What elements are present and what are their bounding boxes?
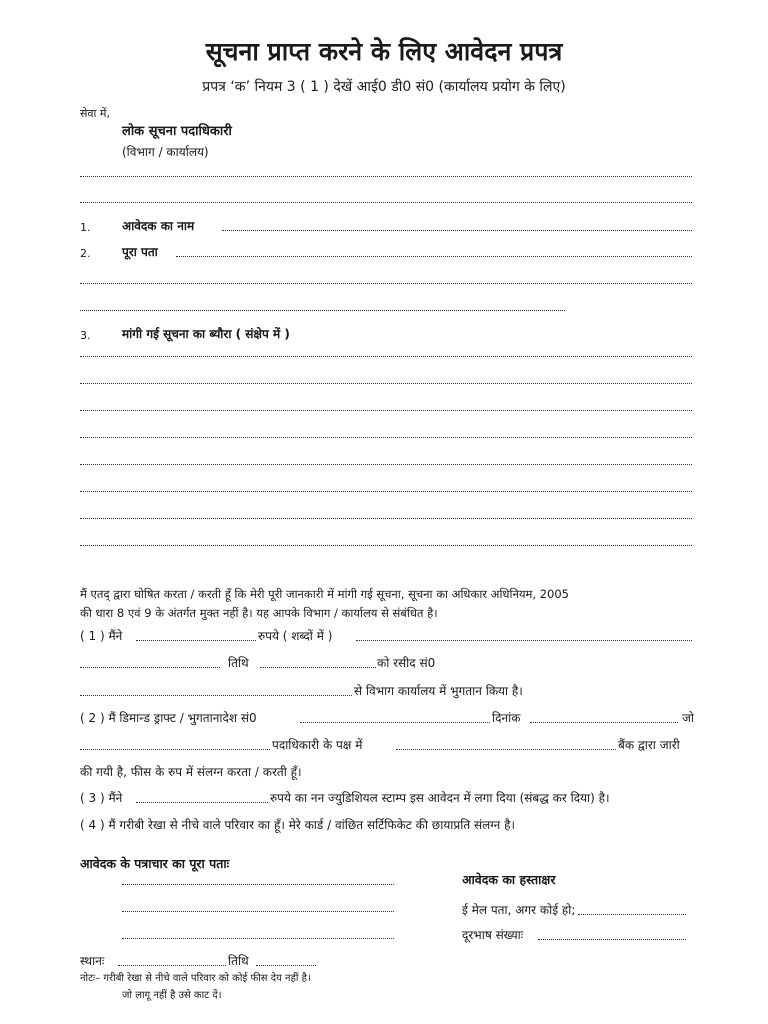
payment-2-dd-number-field[interactable]	[300, 722, 490, 723]
payment-1-amount-field[interactable]	[136, 640, 256, 641]
payment-1-paid-text: से विभाग कार्यालय में भुगतान किया है।	[354, 684, 523, 698]
payment-1-receipt-label: को रसीद सं0	[377, 656, 436, 670]
info-field-line-3[interactable]	[80, 410, 692, 411]
payment-1-extra-field[interactable]	[80, 667, 220, 668]
payment-2-bank-label: बैंक द्वारा जारी	[618, 738, 680, 752]
item-number-2: 2.	[80, 247, 91, 260]
note-line-1: नोटः– गरीबी रेखा से नीचे वाले परिवार को कोई फीस देय नहीं है।	[80, 973, 311, 984]
info-field-line-2[interactable]	[80, 383, 692, 384]
payment-1-date-label: तिथि	[228, 656, 249, 670]
payment-2-fees-text: की गयी है, फीस के रुप में संलग्न करता / करती हूँ।	[80, 765, 302, 779]
info-field-line-5[interactable]	[80, 464, 692, 465]
phone-label: दूरभाष संख्याः	[462, 928, 524, 942]
place-field[interactable]	[118, 965, 226, 966]
payment-1-words-field[interactable]	[356, 640, 692, 641]
info-requested-label: मांगी गई सूचना का ब्यौरा ( संक्षेप में )	[122, 327, 290, 341]
payment-2-officer-label: पदाधिकारी के पक्ष में	[272, 738, 363, 752]
info-field-line-1[interactable]	[80, 356, 692, 357]
full-address-label: पूरा पता	[122, 245, 158, 259]
payment-3-amount-field[interactable]	[136, 802, 268, 803]
info-field-line-6[interactable]	[80, 491, 692, 492]
payment-1-words-label: रुपये ( शब्दों में )	[258, 629, 333, 643]
info-field-line-7[interactable]	[80, 518, 692, 519]
email-label: ई मेल पता, अगर कोई हो;	[462, 903, 576, 917]
correspondence-address-label: आवेदक के पत्राचार का पूरा पताः	[80, 856, 230, 871]
full-address-field-line-3[interactable]	[80, 310, 565, 311]
item-number-3: 3.	[80, 329, 91, 342]
phone-field[interactable]	[538, 939, 686, 940]
form-subtitle: प्रपत्र ‘क’ नियम 3 ( 1 ) देखें आई0 डी0 सं0 (कार्यालय प्रयोग के लिए)	[202, 79, 566, 95]
officer-label: लोक सूचना पदाधिकारी	[122, 124, 232, 139]
applicant-name-label: आवेदक का नाम	[122, 219, 195, 233]
declaration-line-1: मैं एतद् द्वारा घोषित करता / करती हूँ कि मेरी पूरी जानकारी में मांगी गई सूचना, सूचना का अधिकार अधिनियम, 2005	[80, 587, 569, 601]
payment-1-date-field[interactable]	[260, 667, 376, 668]
department-field-line-2[interactable]	[80, 202, 692, 203]
sewa-mein-label: सेवा में,	[80, 107, 110, 120]
payment-2-prefix: ( 2 ) मैं डिमान्ड ड्राफ्ट / भुगतानादेश सं0	[80, 711, 257, 725]
declaration-line-2: की धारा 8 एवं 9 के अंतर्गत मुक्त नहीं है। यह आपके विभाग / कार्यालय से संबंधित है।	[80, 606, 438, 620]
note-line-2: जो लागू नहीं है उसे काट दें।	[122, 990, 222, 1001]
signature-label: आवेदक का हस्ताक्षर	[462, 872, 556, 887]
applicant-name-field[interactable]	[222, 230, 692, 231]
payment-3-prefix: ( 3 ) मैंने	[80, 791, 123, 805]
footer-date-field[interactable]	[256, 965, 316, 966]
payment-2-date-field[interactable]	[530, 722, 678, 723]
payment-2-date-label: दिनांक	[492, 711, 521, 725]
payment-2-bank-field[interactable]	[396, 749, 616, 750]
place-label: स्थानः	[80, 954, 105, 968]
correspondence-address-field-1[interactable]	[122, 884, 394, 885]
payment-1-office-field[interactable]	[80, 695, 352, 696]
full-address-field-line-1[interactable]	[176, 256, 692, 257]
payment-4-bpl-text: ( 4 ) मैं गरीबी रेखा से नीचे वाले परिवार का हूँ। मेरे कार्ड / वांछित सर्टिफिकेट की छायाप्रति संलग्न है।	[80, 818, 516, 832]
form-title: सूचना प्राप्त करने के लिए आवेदन प्रपत्र	[205, 37, 563, 66]
payment-3-stamp-text: रुपये का नन ज्युडिशियल स्टाम्प इस आवेदन में लगा दिया (संबद्ध कर दिया) है।	[270, 791, 610, 805]
item-number-1: 1.	[80, 221, 91, 234]
department-field-line-1[interactable]	[80, 176, 692, 177]
info-field-line-8[interactable]	[80, 545, 692, 546]
correspondence-address-field-2[interactable]	[122, 911, 394, 912]
full-address-field-line-2[interactable]	[80, 283, 692, 284]
payment-2-officer-field[interactable]	[80, 749, 270, 750]
info-field-line-4[interactable]	[80, 437, 692, 438]
payment-2-jo: जो	[682, 711, 695, 725]
department-label: (विभाग / कार्यालय)	[122, 145, 209, 159]
correspondence-address-field-3[interactable]	[122, 938, 394, 939]
footer-date-label: तिथि	[228, 954, 249, 968]
email-field[interactable]	[578, 914, 686, 915]
payment-1-prefix: ( 1 ) मैंने	[80, 629, 123, 643]
